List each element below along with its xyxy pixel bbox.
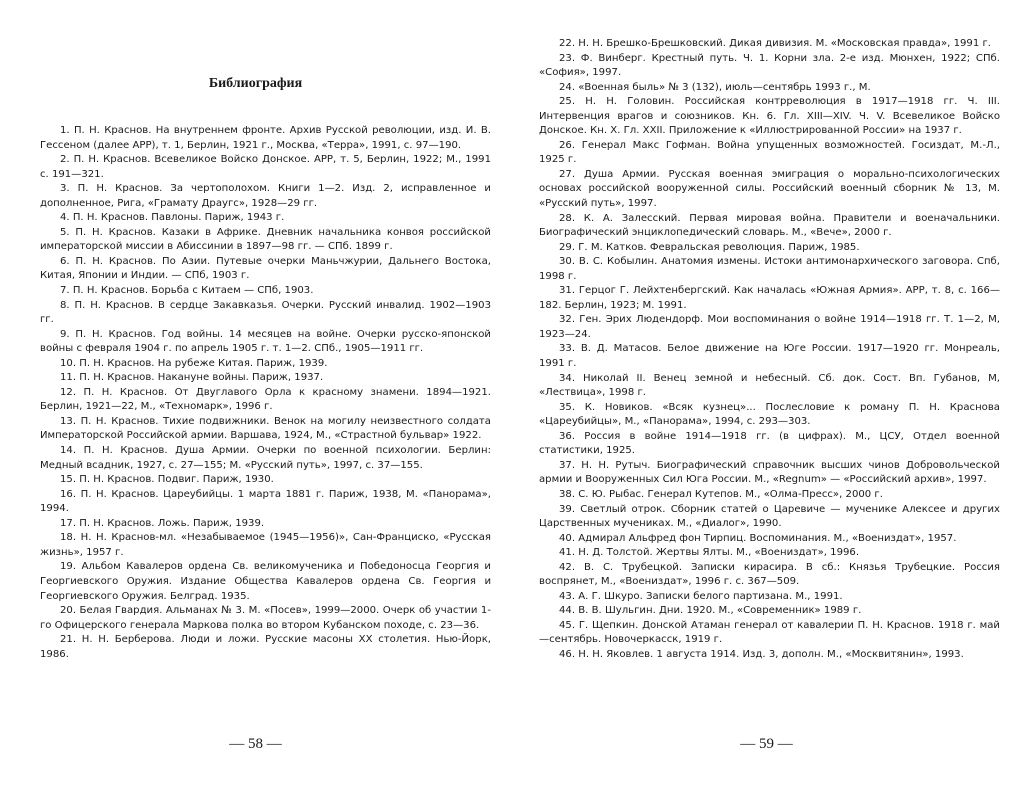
bibliography-entry: 23. Ф. Винберг. Крестный путь. Ч. 1. Корни зла. 2-е изд. Мюнхен, 1922; СПб. «София», 1997. <box>539 52 1000 79</box>
bibliography-entry: 12. П. Н. Краснов. От Двуглавого Орла к красному знамени. 1894—1921. Берлин, 1921—22, М., «Техномарк», 1996 г. <box>40 386 491 413</box>
bibliography-entry: 31. Герцог Г. Лейхтенбергский. Как началась «Южная Армия». АРР, т. 8, с. 166—182. Берлин, 1923; М. 1991. <box>539 285 1000 311</box>
bibliography-entry: 13. П. Н. Краснов. Тихие подвижники. Венок на могилу неизвестного солдата Императорской Российской армии. Варшава, 1924, М., «Страстной бульвар» 1922. <box>40 415 491 442</box>
bibliography-entry: 26. Генерал Макс Гофман. Война упущенных возможностей. Госиздат, М.-Л., 1925 г. <box>539 139 1000 166</box>
bibliography-entry: 1. П. Н. Краснов. На внутреннем фронте. Архив Русской революции, изд. И. В. Гессеном (далее АРР), т. 1, Берлин, 1921 г., Москва, «Терра», 1991, с. 97—190. <box>40 125 491 151</box>
bibliography-entry: 42. В. С. Трубецкой. Записки кирасира. В сб.: Князья Трубецкие. Россия воспрянет, М., «Воениздат», 1996 г. с. 367—509. <box>539 561 1000 588</box>
bibliography-entry: 15. П. Н. Краснов. Подвиг. Париж, 1930. <box>60 474 274 486</box>
bibliography-entry: 25. Н. Н. Головин. Российская контрреволюция в 1917—1918 гг. Ч. III. Интервенция врагов и союзников. Кн. 6. Гл. XIII—XIV. Ч. V. Всевеликое Войско Донское. Кн. X. Гл. XXII. Приложение к «Иллюстрированной России» на 1937 г. <box>539 96 1000 137</box>
bibliography-entry: 14. П. Н. Краснов. Душа Армии. Очерки по военной психологии. Берлин: Медный всадник, 1927, с. 27—155; М. «Русский путь», 1997, с. 37—155. <box>40 445 491 471</box>
bibliography-entry: 16. П. Н. Краснов. Цареубийцы. 1 марта 1881 г. Париж, 1938, М. «Панорама», 1994. <box>40 488 491 515</box>
bibliography-entry: 20. Белая Гвардия. Альманах № 3. М. «Посев», 1999—2000. Очерк об участии 1-го Офицерского генерала Маркова полка во втором Кубанском походе, с. 23—36. <box>40 605 491 631</box>
bibliography-entry: 38. С. Ю. Рыбас. Генерал Кутепов. М., «Олма-Пресс», 2000 г. <box>559 488 883 500</box>
bibliography-entry: 9. П. Н. Краснов. Год войны. 14 месяцев на войне. Очерки русско-японской войны с февраля 1904 г. по апрель 1905 г. т. 1—2. СПб., 1905—1911 гг. <box>40 328 491 355</box>
bibliography-entry: 7. П. Н. Краснов. Борьба с Китаем — СПб, 1903. <box>60 285 314 297</box>
bibliography-entry: 34. Николай II. Венец земной и небесный. Сб. док. Сост. Вп. Губанов, М, «Лествица», 1998 г. <box>539 372 1000 399</box>
bibliography-entry: 39. Светлый отрок. Сборник статей о Царевиче — мученике Алексее и других Царственных мучениках. М., «Диалог», 1990. <box>539 503 1000 530</box>
bibliography-entry: 17. П. Н. Краснов. Ложь. Париж, 1939. <box>60 517 265 529</box>
page-title: Библиография <box>208 76 303 91</box>
right-bibliography-list <box>539 37 1000 663</box>
bibliography-entry: 41. Н. Д. Толстой. Жертвы Ялты. М., «Воениздат», 1996. <box>559 547 860 559</box>
bibliography-entry: 22. Н. Н. Брешко-Брешковский. Дикая дивизия. М. «Московская правда», 1991 г. <box>559 38 991 49</box>
bibliography-entry: 35. К. Новиков. «Всяк кузнец»... Послесловие к роману П. Н. Краснова «Цареубийцы», М., «Панорама», 1994, с. 293—303. <box>539 401 1000 428</box>
bibliography-entry: 46. Н. Н. Яковлев. 1 августа 1914. Изд. 3, дополн. М., «Москвитянин», 1993. <box>559 648 964 660</box>
bibliography-entry: 18. Н. Н. Краснов-мл. «Незабываемое (1945—1956)», Сан-Франциско, «Русская жизнь», 1957 г. <box>40 532 491 558</box>
bibliography-entry: 33. В. Д. Матасов. Белое движение на Юге России. 1917—1920 гг. Монреаль, 1991 г. <box>539 343 1000 370</box>
bibliography-entry: 43. А. Г. Шкуро. Записки белого партизана. М., 1991. <box>559 590 843 602</box>
bibliography-entry: 44. В. В. Шульгин. Дни. 1920. М., «Современник» 1989 г. <box>559 605 862 617</box>
bibliography-entry: 32. Ген. Эрих Людендорф. Мои воспоминания о войне 1914—1918 гг. Т. 1—2, М, 1923—24. <box>539 314 1000 340</box>
bibliography-entry: 5. П. Н. Краснов. Казаки в Африке. Дневник начальника конвоя российской императорской миссии в Абиссинии в 1897—98 гг. — СПб. 1899 г. <box>40 226 491 253</box>
bibliography-entry: 6. П. Н. Краснов. По Азии. Путевые очерки Маньчжурии, Дальнего Востока, Китая, Японии и Индии. — СПб, 1903 г. <box>40 255 491 282</box>
bibliography-entry: 28. К. А. Залесский. Первая мировая война. Правители и военачальники. Биографический энциклопедический словарь. М., «Вече», 2000 г. <box>539 212 1000 239</box>
bibliography-entry: 45. Г. Щепкин. Донской Атаман генерал от кавалерии П. Н. Краснов. 1918 г. май—сентябрь. Новочеркасск, 1919 г. <box>539 619 1000 646</box>
bibliography-entry: 37. Н. Н. Рутыч. Биографический справочник высших чинов Добровольческой армии и Вооруженных Сил Юга России. М., «Regnum» — «Российский архив», 1997. <box>539 459 1000 486</box>
bibliography-entry: 8. П. Н. Краснов. В сердце Закавказья. Очерки. Русский инвалид. 1902—1903 гг. <box>40 299 491 326</box>
bibliography-entry: 29. Г. М. Катков. Февральская революция. Париж, 1985. <box>559 241 860 253</box>
bibliography-entry: 27. Душа Армии. Русская военная эмиграция о морально-психологических основах российской вооруженной силы. Российский военный сборник № 13, М. «Русский путь», 1997. <box>539 168 1000 210</box>
right-page-number: — 59 — <box>740 736 793 752</box>
bibliography-entry: 10. П. Н. Краснов. На рубеже Китая. Париж, 1939. <box>60 357 328 369</box>
bibliography-entry: 11. П. Н. Краснов. Накануне войны. Париж, 1937. <box>60 372 324 384</box>
bibliography-entry: 24. «Военная быль» № 3 (132), июль—сентябрь 1993 г., М. <box>559 81 871 93</box>
bibliography-entry: 19. Альбом Кавалеров ордена Св. великомученика и Победоносца Георгия и Георгиевского Оружия. Издание Общества Кавалеров ордена Св. Георгия и Георгиевского Оружия. Белград. 1935. <box>40 561 491 602</box>
left-page-number: — 58 — <box>229 736 282 752</box>
bibliography-entry: 40. Адмирал Альфред фон Тирпиц. Воспоминания. М., «Воениздат», 1957. <box>559 532 957 544</box>
bibliography-entry: 2. П. Н. Краснов. Всевеликое Войско Донское. АРР, т. 5, Берлин, 1922; М., 1991 с. 191—321. <box>40 154 491 180</box>
bibliography-entry: 3. П. Н. Краснов. За чертополохом. Книги 1—2. Изд. 2, исправленное и дополненное, Рига, «Грамату Драугс», 1928—29 гг. <box>40 183 491 209</box>
bibliography-entry: 30. В. С. Кобылин. Анатомия измены. Истоки антимонархического заговора. Спб, 1998 г. <box>539 256 1000 282</box>
bibliography-entry: 21. Н. Н. Берберова. Люди и ложи. Русские масоны XX столетия. Нью-Йорк, 1986. <box>40 634 491 660</box>
bibliography-entry: 36. Россия в войне 1914—1918 гг. (в цифрах). М., ЦСУ, Отдел военной статистики, 1925. <box>539 430 1000 457</box>
bibliography-entry: 4. П. Н. Краснов. Павлоны. Париж, 1943 г. <box>60 212 285 224</box>
left-bibliography-list <box>40 124 491 662</box>
